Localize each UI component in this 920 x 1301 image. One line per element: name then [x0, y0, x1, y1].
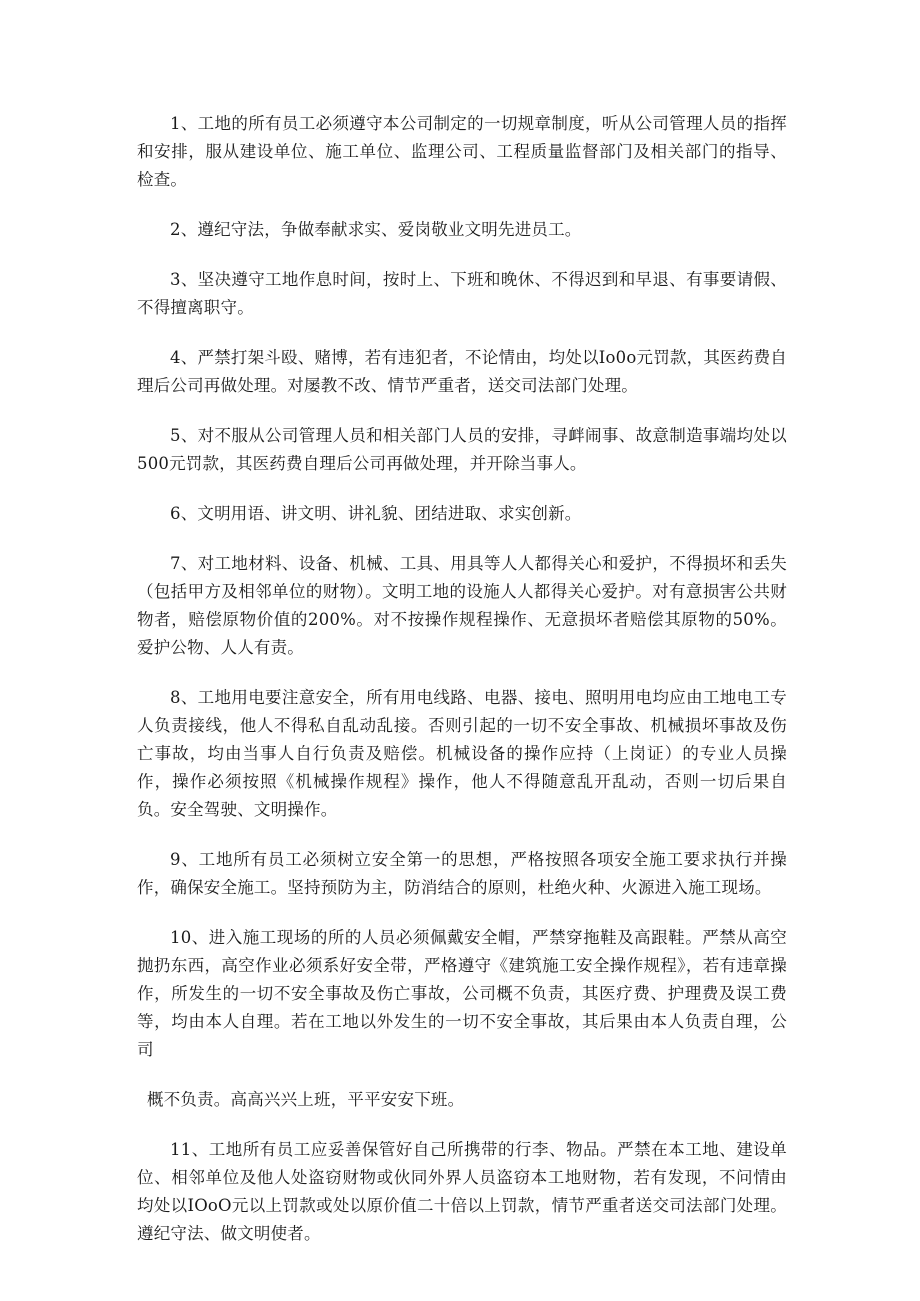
rule-paragraph-11: 11、工地所有员工应妥善保管好自己所携带的行李、物品。严禁在本工地、建设单位、相邻单位及他人处盗窃财物或伙同外界人员盗窃本工地财物，若有发现，不问情由均处以IOoO元以上罚款或处以原价值二十倍以上罚款，情节严重者送交司法部门处理。遵纪守法、做文明使者。: [137, 1140, 787, 1243]
rule-paragraph-10: 10、进入施工现场的所的人员必须佩戴安全帽，严禁穿拖鞋及高跟鞋。严禁从高空抛扔东西，高空作业必须系好安全带，严格遵守《建筑施工安全操作规程》，若有违章操作，所发生的一切不安全事故及伤亡事故，公司概不负责，其医疗费、护理费及误工费等，均由本人自理。若在工地以外发生的一切不安全事故，其后果由本人负责自理，公司: [137, 928, 787, 1059]
rule-paragraph-2: 2、遵纪守法，争做奉献求实、爱岗敬业文明先进员工。: [170, 220, 582, 239]
rule-paragraph-3: 3、坚决遵守工地作息时间，按时上、下班和晚休、不得迟到和早退、有事要请假、不得擅离职守。: [137, 270, 787, 317]
rule-paragraph-9: 9、工地所有员工必须树立安全第一的思想，严格按照各项安全施工要求执行并操作，确保安全施工。坚持预防为主，防消结合的原则，杜绝火种、火源进入施工现场。: [137, 850, 787, 897]
rule-paragraph-1: 1、工地的所有员工必须遵守本公司制定的一切规章制度，听从公司管理人员的指挥和安排，服从建设单位、施工单位、监理公司、工程质量监督部门及相关部门的指导、检查。: [137, 114, 787, 189]
rule-paragraph-4: 4、严禁打架斗殴、赌博，若有违犯者，不论情由，均处以Io0o元罚款，其医药费自理后公司再做处理。对屡教不改、情节严重者，送交司法部门处理。: [137, 348, 787, 395]
document-page: [137, 110, 787, 1270]
rule-paragraph-8: 8、工地用电要注意安全，所有用电线路、电器、接电、照明用电均应由工地电工专人负责接线，他人不得私自乱动乱接。否则引起的一切不安全事故、机械损坏事故及伤亡事故，均由当事人自行负责及赔偿。机械设备的操作应持（上岗证）的专业人员操作，操作必须按照《机械操作规程》操作，他人不得随意乱开乱动，否则一切后果自负。安全驾驶、文明操作。: [137, 688, 787, 819]
rule-paragraph-6: 6、文明用语、讲文明、讲礼貌、团结进取、求实创新。: [170, 504, 582, 523]
rule-paragraph-5: 5、对不服从公司管理人员和相关部门人员的安排，寻衅闹事、故意制造事端均处以500元罚款，其医药费自理后公司再做处理，并开除当事人。: [137, 426, 787, 473]
rule-paragraph-10-continued: 概不负责。高高兴兴上班，平平安安下班。: [147, 1090, 465, 1109]
rule-paragraph-7: 7、对工地材料、设备、机械、工具、用具等人人都得关心和爱护，不得损坏和丢失（包括甲方及相邻单位的财物）。文明工地的设施人人都得关心爱护。对有意损害公共财物者，赔偿原物价值的200%。对不按操作规程操作、无意损坏者赔偿其原物的50%。爱护公物、人人有责。: [137, 554, 787, 657]
